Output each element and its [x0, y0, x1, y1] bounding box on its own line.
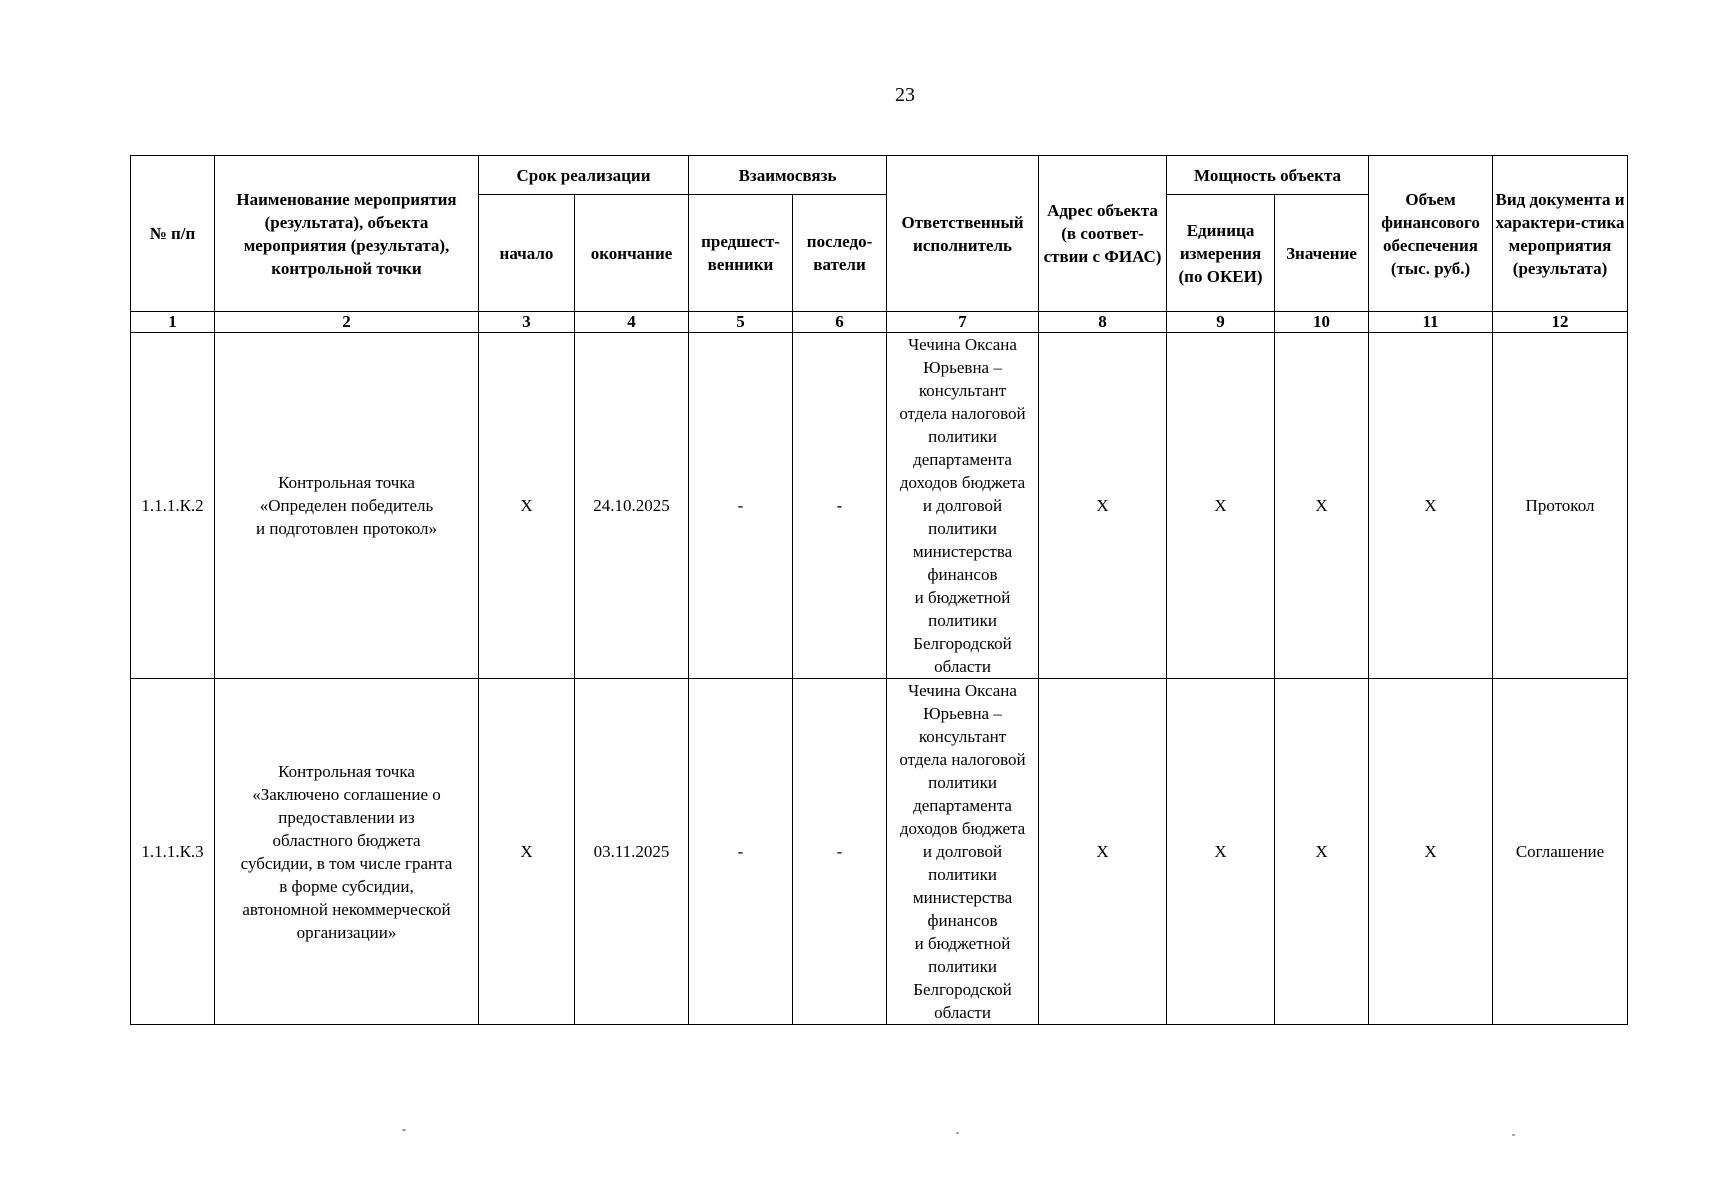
column-number: 7 [887, 312, 1039, 333]
column-number: 8 [1039, 312, 1167, 333]
header-group-capacity: Мощность объекта [1167, 156, 1369, 195]
scan-speck [402, 1129, 406, 1131]
column-number: 9 [1167, 312, 1275, 333]
row-code: 1.1.1.К.3 [131, 679, 215, 1025]
column-number: 2 [215, 312, 479, 333]
row-predecessors: - [689, 679, 793, 1025]
header-group-term: Срок реализации [479, 156, 689, 195]
header-document: Вид документа и характери-стика мероприятия (результата) [1493, 156, 1628, 312]
header-end: окончание [575, 195, 689, 312]
row-followers: - [793, 679, 887, 1025]
column-number: 10 [1275, 312, 1369, 333]
header-followers: последо-ватели [793, 195, 887, 312]
column-number-row [131, 312, 1628, 333]
column-number: 11 [1369, 312, 1493, 333]
row-value: Х [1275, 679, 1369, 1025]
header-row [131, 156, 1628, 195]
column-number: 1 [131, 312, 215, 333]
row-address: Х [1039, 333, 1167, 679]
scan-speck [956, 1132, 959, 1134]
header-address: Адрес объекта (в соответ-ствии с ФИАС) [1039, 156, 1167, 312]
row-name: Контрольная точка «Определен победитель и подготовлен протокол» [215, 333, 479, 679]
header-unit: Единица измерения (по ОКЕИ) [1167, 195, 1275, 312]
row-executor: Чечина Оксана Юрьевна – консультант отдела налоговой политики департамента доходов бюджета и долговой политики министерства финансов и бюджетной политики Белгородской области [887, 679, 1039, 1025]
row-followers: - [793, 333, 887, 679]
row-executor: Чечина Оксана Юрьевна – консультант отдела налоговой политики департамента доходов бюджета и долговой политики министерства финансов и бюджетной политики Белгородской области [887, 333, 1039, 679]
column-number: 6 [793, 312, 887, 333]
column-number: 3 [479, 312, 575, 333]
row-code: 1.1.1.К.2 [131, 333, 215, 679]
column-number: 12 [1493, 312, 1628, 333]
row-start: Х [479, 679, 575, 1025]
row-document: Соглашение [1493, 679, 1628, 1025]
row-address: Х [1039, 679, 1167, 1025]
header-executor: Ответственный исполнитель [887, 156, 1039, 312]
plan-table [130, 155, 1628, 1025]
header-number: № п/п [131, 156, 215, 312]
header-finance: Объем финансового обеспечения (тыс. руб.) [1369, 156, 1493, 312]
row-name: Контрольная точка «Заключено соглашение о предоставлении из областного бюджета субсидии, в том числе гранта в форме субсидии, автономной некоммерческой организации» [215, 679, 479, 1025]
column-number: 4 [575, 312, 689, 333]
row-finance: Х [1369, 679, 1493, 1025]
column-number: 5 [689, 312, 793, 333]
row-end: 24.10.2025 [575, 333, 689, 679]
header-value: Значение [1275, 195, 1369, 312]
row-document: Протокол [1493, 333, 1628, 679]
header-name: Наименование мероприятия (результата), объекта мероприятия (результата), контрольной точки [215, 156, 479, 312]
table-row [131, 679, 1628, 1025]
row-unit: Х [1167, 333, 1275, 679]
row-predecessors: - [689, 333, 793, 679]
row-start: Х [479, 333, 575, 679]
header-predecessors: предшест-венники [689, 195, 793, 312]
row-unit: Х [1167, 679, 1275, 1025]
header-group-relation: Взаимосвязь [689, 156, 887, 195]
page-number: 23 [895, 84, 915, 106]
row-finance: Х [1369, 333, 1493, 679]
row-end: 03.11.2025 [575, 679, 689, 1025]
header-start: начало [479, 195, 575, 312]
table-row [131, 333, 1628, 679]
scan-speck [1512, 1134, 1515, 1136]
row-value: Х [1275, 333, 1369, 679]
